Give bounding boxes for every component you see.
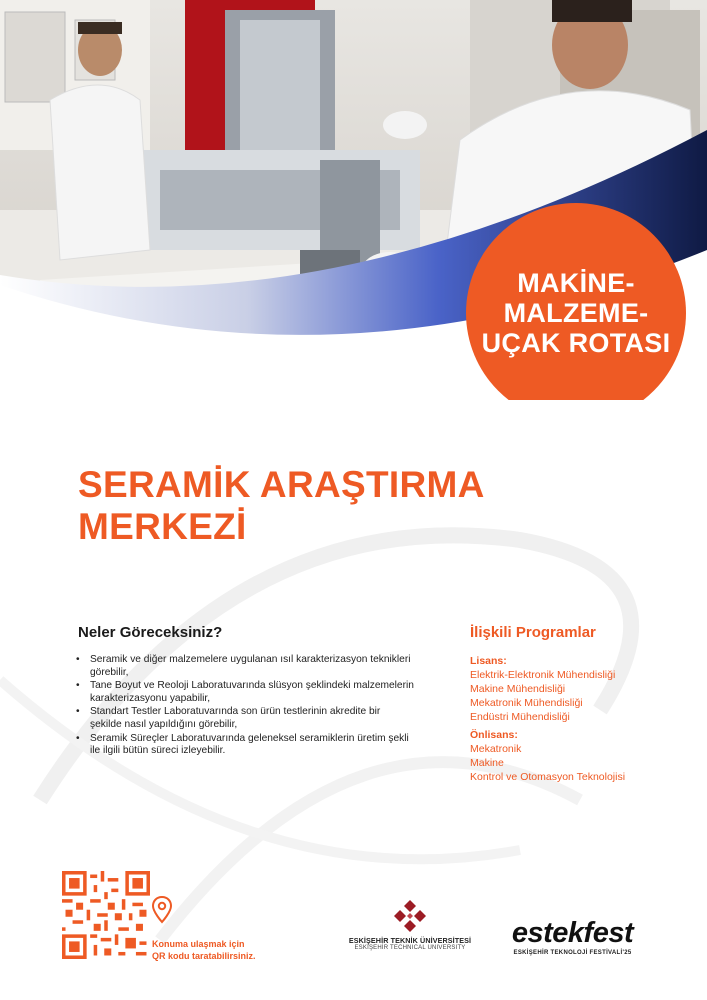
program-item: Endüstri Mühendisliği xyxy=(470,711,570,723)
programs-list xyxy=(470,654,690,784)
programs-heading: İlişkili Programlar xyxy=(470,624,596,641)
page-title-line: SERAMİK ARAŞTIRMA xyxy=(78,464,485,505)
route-badge-line: MAKİNE- xyxy=(517,268,635,298)
route-badge-line: UÇAK ROTASI xyxy=(481,328,671,358)
program-item: Mekatronik Mühendisliği xyxy=(470,697,583,709)
university-name: ESKİŞEHİR TEKNİK ÜNİVERSİTESİ xyxy=(348,936,472,945)
program-item: Kontrol ve Otomasyon Teknolojisi xyxy=(470,771,626,783)
list-item: • Seramik Süreçler Laboratuvarında geleneksel seramiklerin üretim şekli ile ilgili bütün süreci izleyebilir. xyxy=(74,733,414,758)
university-logo xyxy=(345,900,475,951)
university-logo-icon xyxy=(390,900,430,934)
route-badge-line: MALZEME- xyxy=(503,298,649,328)
programs-category-lisans: Lisans: xyxy=(470,655,507,667)
qr-note xyxy=(152,938,272,962)
page-title xyxy=(78,464,485,548)
festival-subtitle: ESKİŞEHİR TEKNOLOJİ FESTİVALİ'25 xyxy=(513,950,632,956)
see-section-list xyxy=(74,654,414,759)
program-item: Mekatronik xyxy=(470,743,522,755)
program-item: Makine xyxy=(470,757,504,769)
festival-logo xyxy=(490,918,655,956)
list-item: • Tane Boyut ve Reoloji Laboratuvarında slüsyon şeklindeki malzemelerin karakterizasyonu yapabilir, xyxy=(74,680,414,705)
list-item: • Standart Testler Laboratuvarında son ürün testlerinin akredite bir şekilde nasıl yapıldığını görebilir, xyxy=(74,706,414,731)
see-section-heading: Neler Göreceksiniz? xyxy=(78,624,223,641)
programs-category-onlisans: Önlisans: xyxy=(470,729,518,741)
university-name-en: ESKİŞEHİR TECHNICAL UNIVERSITY xyxy=(354,945,466,951)
hero-photo xyxy=(0,0,707,400)
list-item: • Seramik ve diğer malzemelere uygulanan ısıl karakterizasyon teknikleri görebilir, xyxy=(74,654,414,679)
qr-code-icon[interactable] xyxy=(62,871,150,959)
location-pin-icon xyxy=(152,896,172,924)
qr-note-line: Konuma ulaşmak için xyxy=(152,939,245,949)
qr-note-line: QR kodu taratabilirsiniz. xyxy=(152,951,256,961)
festival-logo-text: estekfest xyxy=(511,917,634,949)
page-title-line: MERKEZİ xyxy=(78,506,247,547)
program-item: Makine Mühendisliği xyxy=(470,683,566,695)
program-item: Elektrik-Elektronik Mühendisliği xyxy=(470,669,616,681)
